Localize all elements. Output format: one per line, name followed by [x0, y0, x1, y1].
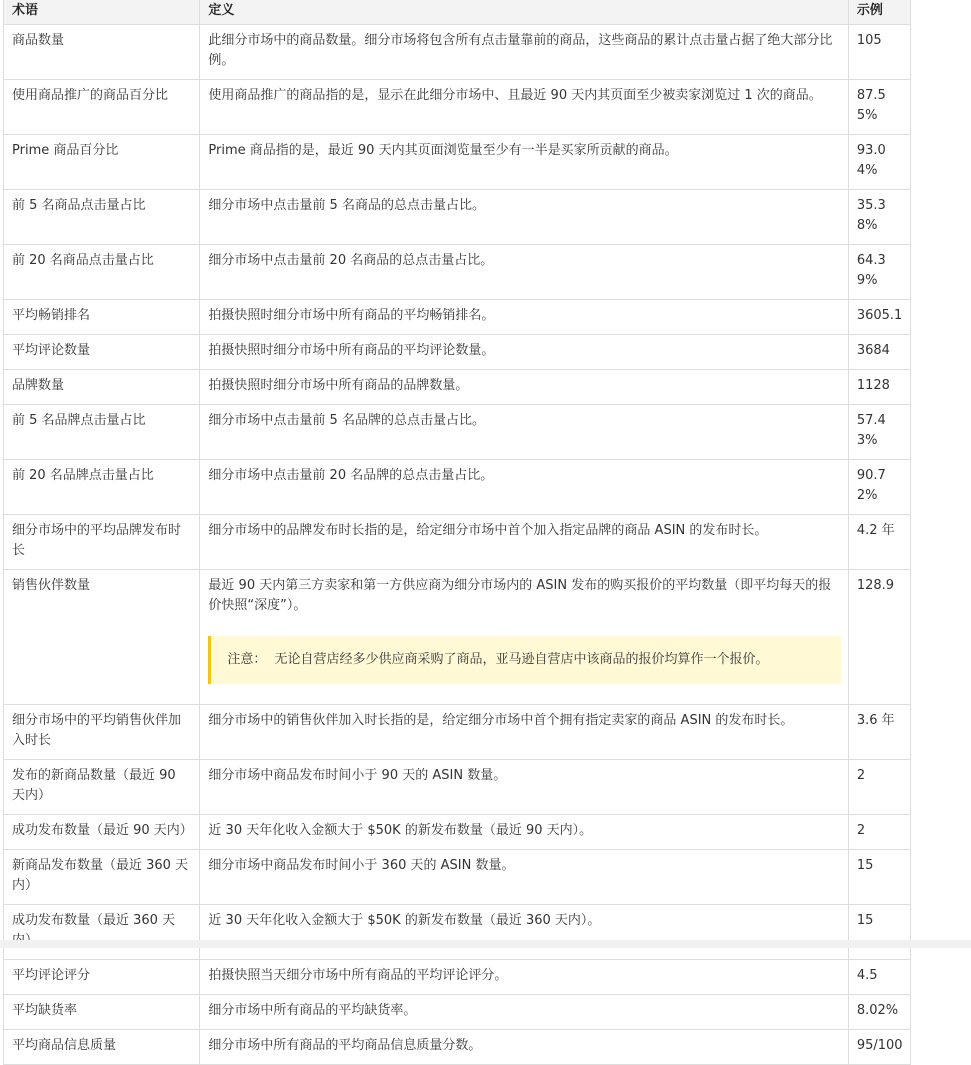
- table-row: [4, 460, 911, 515]
- definition-cell: [200, 300, 848, 335]
- term-cell: 平均评论数量: [4, 335, 200, 370]
- header-definition: 定义: [200, 0, 848, 25]
- definition-cell: [200, 80, 848, 135]
- term-cell: Prime 商品百分比: [4, 135, 200, 190]
- horizontal-scrollbar[interactable]: [0, 940, 971, 948]
- example-cell: 57.43%: [848, 405, 910, 460]
- term-cell: 平均商品信息质量: [4, 1030, 200, 1065]
- term-cell: 平均缺货率: [4, 995, 200, 1030]
- definition-text: 拍摄快照时细分市场中所有商品的平均畅销排名。: [208, 308, 495, 323]
- table-row: [4, 850, 911, 905]
- example-cell: 95/100: [848, 1030, 910, 1065]
- table-row: [4, 300, 911, 335]
- example-cell: 15: [848, 850, 910, 905]
- table-row: [4, 995, 911, 1030]
- table-row: [4, 570, 911, 705]
- example-cell: 4.5: [848, 960, 910, 995]
- table-row: [4, 760, 911, 815]
- term-cell: 成功发布数量（最近 90 天内）: [4, 815, 200, 850]
- term-cell: 前 20 名品牌点击量占比: [4, 460, 200, 515]
- example-cell: 35.38%: [848, 190, 910, 245]
- definition-cell: [200, 995, 848, 1030]
- table-row: [4, 335, 911, 370]
- definition-text: 细分市场中所有商品的平均商品信息质量分数。: [208, 1038, 482, 1053]
- term-cell: 平均评论评分: [4, 960, 200, 995]
- definition-cell: [200, 815, 848, 850]
- term-cell: 使用商品推广的商品百分比: [4, 80, 200, 135]
- definition-cell: [200, 850, 848, 905]
- table-body: [4, 25, 911, 1065]
- definition-text: 此细分市场中的商品数量。细分市场将包含所有点击量靠前的商品，这些商品的累计点击量占据了绝大部分比例。: [208, 33, 833, 68]
- table-row: [4, 960, 911, 995]
- term-cell: 前 20 名商品点击量占比: [4, 245, 200, 300]
- term-cell: 平均畅销排名: [4, 300, 200, 335]
- definition-text: Prime 商品指的是，最近 90 天内其页面浏览量至少有一半是买家所贡献的商品。: [208, 143, 678, 158]
- definition-text: 细分市场中点击量前 20 名商品的总点击量占比。: [208, 253, 494, 268]
- term-cell: 商品数量: [4, 25, 200, 80]
- example-cell: 2: [848, 760, 910, 815]
- example-cell: 4.2 年: [848, 515, 910, 570]
- example-cell: 90.72%: [848, 460, 910, 515]
- header-term: 术语: [4, 0, 200, 25]
- term-cell: 前 5 名品牌点击量占比: [4, 405, 200, 460]
- definition-text: 细分市场中点击量前 5 名品牌的总点击量占比。: [208, 413, 485, 428]
- definition-cell: [200, 25, 848, 80]
- example-cell: 3605.1: [848, 300, 910, 335]
- table-header: [4, 0, 911, 25]
- example-cell: 3684: [848, 335, 910, 370]
- note-callout: [208, 636, 840, 684]
- definition-cell: [200, 960, 848, 995]
- table-row: [4, 25, 911, 80]
- definition-text: 拍摄快照时细分市场中所有商品的平均评论数量。: [208, 343, 495, 358]
- table-row: [4, 1030, 911, 1065]
- table-row: [4, 135, 911, 190]
- definition-text: 细分市场中的销售伙伴加入时长指的是，给定细分市场中首个拥有指定卖家的商品 ASIN 的发布时长。: [208, 713, 794, 728]
- example-cell: 2: [848, 815, 910, 850]
- example-cell: 64.39%: [848, 245, 910, 300]
- term-cell: 前 5 名商品点击量占比: [4, 190, 200, 245]
- definition-cell: [200, 570, 848, 705]
- definition-cell: [200, 370, 848, 405]
- definition-cell: [200, 1030, 848, 1065]
- example-cell: 105: [848, 25, 910, 80]
- definition-text: 细分市场中的品牌发布时长指的是，给定细分市场中首个加入指定品牌的商品 ASIN 的发布时长。: [208, 523, 768, 538]
- definition-cell: [200, 245, 848, 300]
- table-row: [4, 80, 911, 135]
- header-row: [4, 0, 911, 25]
- definition-text: 近 30 天年化收入金额大于 $50K 的新发布数量（最近 90 天内）。: [208, 823, 593, 838]
- table-row: [4, 905, 911, 960]
- term-cell: 品牌数量: [4, 370, 200, 405]
- glossary-table: [3, 0, 911, 1065]
- header-example: 示例: [848, 0, 910, 25]
- definition-text: 使用商品推广的商品指的是，显示在此细分市场中、且最近 90 天内其页面至少被卖家浏览过 1 次的商品。: [208, 88, 822, 103]
- definition-text: 细分市场中点击量前 5 名商品的总点击量占比。: [208, 198, 485, 213]
- definition-cell: [200, 460, 848, 515]
- note-text: 无论自营店经多少供应商采购了商品，亚马逊自营店中该商品的报价均算作一个报价。: [274, 652, 769, 667]
- definition-text: 细分市场中商品发布时间小于 360 天的 ASIN 数量。: [208, 858, 515, 873]
- table-row: [4, 405, 911, 460]
- example-cell: 15: [848, 905, 910, 960]
- example-cell: 8.02%: [848, 995, 910, 1030]
- table-row: [4, 370, 911, 405]
- definition-text: 拍摄快照当天细分市场中所有商品的平均评论评分。: [208, 968, 508, 983]
- table-row: [4, 515, 911, 570]
- term-cell: 销售伙伴数量: [4, 570, 200, 705]
- term-cell: 细分市场中的平均销售伙伴加入时长: [4, 705, 200, 760]
- definition-text: 最近 90 天内第三方卖家和第一方供应商为细分市场内的 ASIN 发布的购买报价的平均数量（即平均每天的报价快照“深度”）。: [208, 578, 832, 613]
- example-cell: 3.6 年: [848, 705, 910, 760]
- table-row: [4, 705, 911, 760]
- definition-text: 细分市场中商品发布时间小于 90 天的 ASIN 数量。: [208, 768, 507, 783]
- definition-cell: [200, 705, 848, 760]
- example-cell: 1128: [848, 370, 910, 405]
- definition-text: 拍摄快照时细分市场中所有商品的品牌数量。: [208, 378, 469, 393]
- definition-text: 细分市场中所有商品的平均缺货率。: [208, 1003, 417, 1018]
- table-row: [4, 815, 911, 850]
- example-cell: 87.55%: [848, 80, 910, 135]
- definition-text: 近 30 天年化收入金额大于 $50K 的新发布数量（最近 360 天内）。: [208, 913, 601, 928]
- definition-cell: [200, 760, 848, 815]
- example-cell: 93.04%: [848, 135, 910, 190]
- definition-cell: [200, 405, 848, 460]
- definition-text: 细分市场中点击量前 20 名品牌的总点击量占比。: [208, 468, 494, 483]
- definition-cell: [200, 135, 848, 190]
- term-cell: 发布的新商品数量（最近 90 天内）: [4, 760, 200, 815]
- table-row: [4, 190, 911, 245]
- note-label: 注意：: [227, 652, 267, 667]
- definition-cell: [200, 190, 848, 245]
- definition-cell: [200, 905, 848, 960]
- term-cell: 新商品发布数量（最近 360 天内）: [4, 850, 200, 905]
- definition-cell: [200, 335, 848, 370]
- definition-cell: [200, 515, 848, 570]
- term-cell: 细分市场中的平均品牌发布时长: [4, 515, 200, 570]
- example-cell: 128.9: [848, 570, 910, 705]
- term-cell: 成功发布数量（最近 360 天: [4, 905, 200, 960]
- table-row: [4, 245, 911, 300]
